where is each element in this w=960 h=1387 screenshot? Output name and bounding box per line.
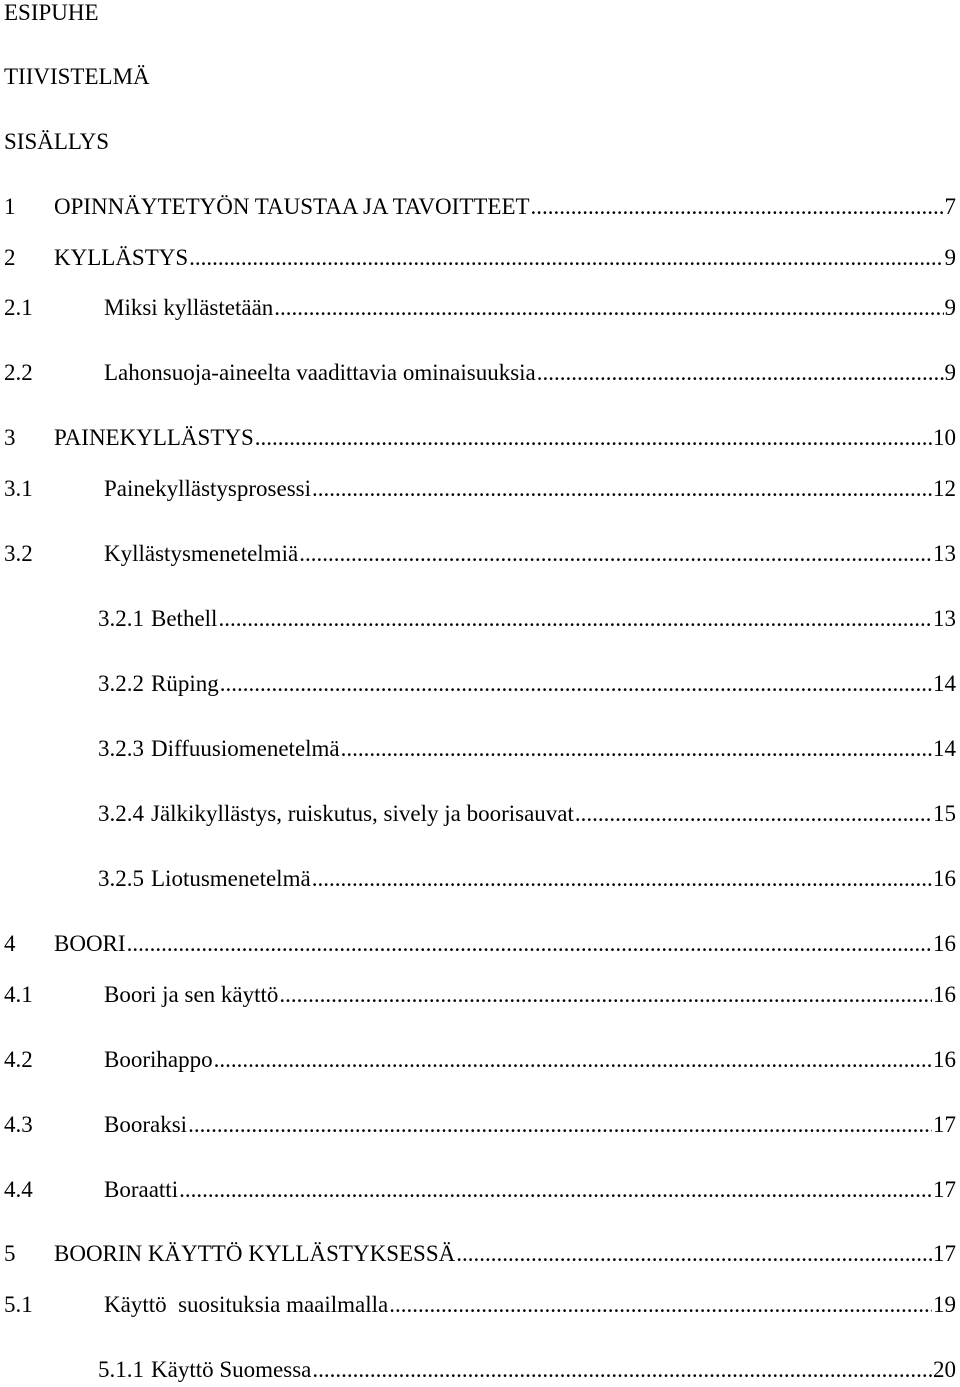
toc-page-number: 20 — [933, 1357, 956, 1382]
toc-page-number: 10 — [933, 425, 956, 450]
heading-tiivistelma[interactable]: TIIVISTELMÄ — [4, 64, 150, 89]
toc-number: 5 — [4, 1241, 16, 1266]
toc-number: 3.2.1 — [98, 606, 144, 631]
toc-leader — [214, 1047, 932, 1073]
toc-leader — [274, 295, 943, 321]
toc-title: Boorihappo — [104, 1047, 213, 1072]
toc-entry-4-4[interactable] — [4, 1177, 956, 1203]
toc-page-number: 16 — [933, 982, 956, 1007]
toc-page-number: 17 — [933, 1177, 956, 1202]
toc-leader — [188, 1112, 932, 1138]
toc-number: 3.1 — [4, 476, 33, 501]
toc-title: Käyttö Suomessa — [151, 1357, 312, 1382]
toc-number: 3.2.4 — [98, 801, 144, 826]
toc-title: Liotusmenetelmä — [151, 866, 311, 891]
toc-leader — [279, 982, 932, 1008]
toc-entry-2[interactable] — [4, 245, 956, 271]
toc-entry-3-2-4[interactable] — [98, 801, 956, 827]
toc-number: 2 — [4, 245, 16, 270]
toc-entry-3-1[interactable] — [4, 476, 956, 502]
toc-title: Rüping — [151, 671, 219, 696]
toc-number: 2.2 — [4, 360, 33, 385]
toc-entry-3-2-3[interactable] — [98, 736, 956, 762]
toc-entry-4-3[interactable] — [4, 1112, 956, 1138]
toc-entry-1[interactable] — [4, 194, 956, 220]
toc-entry-2-1[interactable] — [4, 295, 956, 321]
toc-title: Käyttö suosituksia maailmalla — [104, 1292, 389, 1317]
toc-number: 3.2.2 — [98, 671, 144, 696]
heading-esipuhe[interactable]: ESIPUHE — [4, 0, 99, 25]
toc-page-number: 19 — [933, 1292, 956, 1317]
toc-entry-4[interactable] — [4, 931, 956, 957]
toc-number: 4 — [4, 931, 16, 956]
toc-number: 4.1 — [4, 982, 33, 1007]
toc-title: Kyllästysmenetelmiä — [104, 541, 299, 566]
toc-page-number: 16 — [933, 866, 956, 891]
toc-number: 3.2.3 — [98, 736, 144, 761]
toc-title: Miksi kyllästetään — [104, 295, 274, 320]
toc-leader — [218, 606, 932, 632]
toc-page-number: 7 — [944, 194, 956, 219]
toc-title: BOORIN KÄYTTÖ KYLLÄSTYKSESSÄ — [54, 1241, 456, 1266]
toc-leader — [299, 541, 932, 567]
toc-leader — [189, 245, 943, 271]
toc-title: Lahonsuoja-aineelta vaadittavia ominaisuuksia — [104, 360, 536, 385]
toc-entry-2-2[interactable] — [4, 360, 956, 386]
toc-page-number: 16 — [933, 931, 956, 956]
toc-title: Jälkikyllästys, ruiskutus, sively ja boorisauvat — [151, 801, 574, 826]
toc-entry-5[interactable] — [4, 1241, 956, 1267]
toc-number: 4.3 — [4, 1112, 33, 1137]
toc-page-number: 15 — [933, 801, 956, 826]
heading-sisallys: SISÄLLYS — [4, 129, 110, 154]
toc-title: PAINEKYLLÄSTYS — [54, 425, 254, 450]
toc-number: 5.1 — [4, 1292, 33, 1317]
toc-leader — [575, 801, 932, 827]
toc-title: Bethell — [151, 606, 218, 631]
toc-page-number: 14 — [933, 736, 956, 761]
toc-number: 1 — [4, 194, 16, 219]
toc-entry-3-2[interactable] — [4, 541, 956, 567]
toc-page-number: 17 — [933, 1112, 956, 1137]
toc-page-number: 13 — [933, 541, 956, 566]
toc-page-number: 13 — [933, 606, 956, 631]
toc-title: Boraatti — [104, 1177, 179, 1202]
toc-leader — [389, 1292, 932, 1318]
toc-page-number: 12 — [933, 476, 956, 501]
toc-entry-4-1[interactable] — [4, 982, 956, 1008]
toc-entry-5-1[interactable] — [4, 1292, 956, 1318]
toc-number: 3.2 — [4, 541, 33, 566]
toc-page-number: 17 — [933, 1241, 956, 1266]
toc-entry-3-2-2[interactable] — [98, 671, 956, 697]
toc-title: Painekyllästysprosessi — [104, 476, 311, 501]
toc-page-number: 9 — [944, 245, 956, 270]
toc-title: BOORI — [54, 931, 126, 956]
toc-number: 3.2.5 — [98, 866, 144, 891]
toc-number: 4.4 — [4, 1177, 33, 1202]
toc-number: 4.2 — [4, 1047, 33, 1072]
toc-leader — [179, 1177, 932, 1203]
toc-leader — [456, 1241, 932, 1267]
toc-title: KYLLÄSTYS — [54, 245, 189, 270]
toc-entry-3-2-5[interactable] — [98, 866, 956, 892]
toc-leader — [312, 866, 932, 892]
toc-leader — [312, 1357, 932, 1383]
toc-page-number: 16 — [933, 1047, 956, 1072]
toc-title: Booraksi — [104, 1112, 188, 1137]
toc-number: 3 — [4, 425, 16, 450]
toc-page-number: 9 — [944, 295, 956, 320]
toc-title: Boori ja sen käyttö — [104, 982, 279, 1007]
toc-title: OPINNÄYTETYÖN TAUSTAA JA TAVOITTEET — [54, 194, 530, 219]
toc-entry-4-2[interactable] — [4, 1047, 956, 1073]
toc-leader — [255, 425, 932, 451]
toc-title: Diffuusiomenetelmä — [151, 736, 340, 761]
toc-entry-3-2-1[interactable] — [98, 606, 956, 632]
toc-page-number: 14 — [933, 671, 956, 696]
toc-leader — [127, 931, 932, 957]
toc-entry-5-1-1[interactable] — [98, 1357, 956, 1383]
toc-entry-3[interactable] — [4, 425, 956, 451]
toc-page-number: 9 — [944, 360, 956, 385]
toc-leader — [312, 476, 932, 502]
toc-leader — [537, 360, 944, 386]
toc-leader — [531, 194, 944, 220]
toc-leader — [341, 736, 932, 762]
toc-number: 2.1 — [4, 295, 33, 320]
toc-number: 5.1.1 — [98, 1357, 144, 1382]
toc-leader — [220, 671, 932, 697]
